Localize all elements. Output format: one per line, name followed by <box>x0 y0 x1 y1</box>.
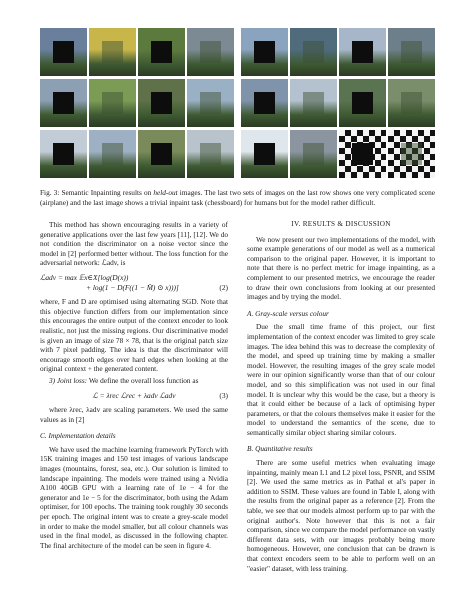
equation-2-number: (2) <box>219 282 228 292</box>
inpainting-thumbnail <box>138 130 185 178</box>
caption-label: Fig. 3: <box>40 188 60 197</box>
equation-2-line-2: + log(1 − D(F((1 − M̂) ⊙ x)))] <box>86 282 179 292</box>
equation-3-number: (3) <box>219 390 228 400</box>
section-b-heading: B. Quantitative results <box>247 444 313 454</box>
figure-row <box>40 79 435 127</box>
inpainting-thumbnail <box>241 28 288 76</box>
inpainting-thumbnail <box>138 79 185 127</box>
inpainting-thumbnail <box>40 130 87 178</box>
left-paragraph-1: This method has shown encouraging results in a variety of generative applications over the last few years [11], [12]. We do not condition the discriminator on a noise vector since the model in [2] performed better without. The loss function for the adversarial network: ℒadv, is <box>40 220 228 268</box>
equation-3 <box>40 391 228 401</box>
inpaint-mask-region <box>254 41 275 63</box>
figure-gap <box>236 28 239 76</box>
inpaint-mask-region <box>401 41 422 63</box>
figure-row <box>40 28 435 76</box>
inpaint-mask-region <box>200 143 221 165</box>
caption-emphasis: held-out <box>153 188 178 197</box>
inpainting-thumbnail <box>89 79 136 127</box>
inpainting-thumbnail <box>290 79 337 127</box>
inpainting-thumbnail <box>138 28 185 76</box>
figure-row <box>40 130 435 178</box>
inpaint-mask-region <box>53 92 74 114</box>
section-c-heading: C. Implementation details <box>40 431 116 441</box>
inpaint-mask-region <box>303 92 324 114</box>
inpaint-mask-region <box>151 143 172 165</box>
right-paragraph-3: There are some useful metrics when evaluating image inpainting, mainly mean L1 and L2 pixel loss, PSNR, and SSIM [2]. We used the same metrics as in Pathal et al's paper in addition to SSIM. These values are found in Table I, along with the results from the original paper as a reference [2]. From the table, we see that our models almost perform up to par with the original author's. Note however that this is not a fair comparison, since we compare the model performance on vastly different data sets, with our images probably being more homogeneous. However, one conclusion that can be drawn is that context encoders seem to be able to perform well on an "easier" dataset, with less training. <box>247 458 435 573</box>
section-iv-heading: IV. RESULTS & DISCUSSION <box>291 220 391 228</box>
inpainting-thumbnail <box>290 130 337 178</box>
inpainting-thumbnail <box>89 28 136 76</box>
section-a-heading: A. Gray-scale versus colour <box>247 308 329 318</box>
inpaint-mask-region <box>303 143 324 165</box>
inpaint-mask-region <box>151 41 172 63</box>
inpainting-thumbnail <box>388 130 435 178</box>
right-paragraph-1: We now present our two implementations of the model, with some example generations of our model as well as a numerical comparison to the original paper. However, it is important to note that there is no perfect metric for image inpainting, as a complement to our presented metrics, we encourage the reader to draw their own conclusions from looking at our presented images and by trying the model. <box>247 234 435 302</box>
inpaint-mask-region <box>401 92 422 114</box>
inpainting-thumbnail <box>40 28 87 76</box>
inpaint-mask-region <box>401 143 422 165</box>
inpaint-mask-region <box>200 92 221 114</box>
inpainting-thumbnail <box>187 79 234 127</box>
figure-caption <box>40 188 435 207</box>
inpainting-thumbnail <box>187 130 234 178</box>
inpaint-mask-region <box>102 41 123 63</box>
joint-loss-text: We define the overall loss function as <box>88 375 199 385</box>
left-column <box>40 220 228 550</box>
figure-image-grid <box>40 28 435 181</box>
inpainting-thumbnail <box>89 130 136 178</box>
equation-3-body: ℒ = λrec ℒrec + λadv ℒadv <box>92 390 176 400</box>
inpainting-thumbnail <box>241 79 288 127</box>
inpaint-mask-region <box>200 41 221 63</box>
inpaint-mask-region <box>352 92 373 114</box>
inpainting-thumbnail <box>339 130 386 178</box>
inpaint-mask-region <box>352 143 373 165</box>
right-column <box>247 220 435 573</box>
caption-text-2: images. The last two sets of images on the last row shows one very complicated scene (airplane) and the last image shows a trivial inpaint task (chessboard) for humans but for the model rather difficult. <box>40 188 436 207</box>
inpainting-thumbnail <box>339 28 386 76</box>
inpainting-thumbnail <box>388 28 435 76</box>
inpainting-thumbnail <box>40 79 87 127</box>
inpaint-mask-region <box>303 41 324 63</box>
caption-text-1: Semantic Inpainting results on <box>61 188 152 197</box>
figure-gap <box>236 79 239 127</box>
right-paragraph-2: Due the small time frame of this project, our first implementation of the context encoder was limited to grey scale images. The idea behind this was to decrease the complexity of the model, and speed up training time by making a smaller model. However, the resulting images of the grey scale model were in our opinion significantly worse than that of our colour model, and so this simplification was not used in our final model. It is unclear why this would be the case, but a theory is that it could either be because of a lack of optimising hyper parameters, or that the colours themselves make it easier for the model to understand the semantics of the scene, due to semantically similar object sharing similar colours. <box>247 322 435 437</box>
inpaint-mask-region <box>151 92 172 114</box>
inpaint-mask-region <box>53 143 74 165</box>
figure-gap <box>236 130 239 178</box>
equation-2-line-1: ℒadv = max 𝔼x∈X[log(D(x)) <box>40 272 129 282</box>
inpainting-thumbnail <box>339 79 386 127</box>
inpaint-mask-region <box>102 92 123 114</box>
inpaint-mask-region <box>53 41 74 63</box>
inpaint-mask-region <box>254 92 275 114</box>
inpainting-thumbnail <box>241 130 288 178</box>
left-paragraph-2: where, F and D are optimised using alternating SGD. Note that this objective function differs from our implementation since this encourages the entire output of the context encoder to look realistic, not just the missing regions. Our discriminative model is given an image of size 78 × 78, that is the original patch size with 7 pixel padding. The idea is that the discriminator will encourage smooth edges over hard edges when looking at the original context + the generated content. <box>40 297 228 374</box>
equation-2 <box>40 273 228 292</box>
inpainting-thumbnail <box>187 28 234 76</box>
inpainting-thumbnail <box>290 28 337 76</box>
inpaint-mask-region <box>102 143 123 165</box>
joint-loss-label: 3) Joint loss: <box>49 375 88 385</box>
inpaint-mask-region <box>254 143 275 165</box>
left-paragraph-4: We have used the machine learning framework PyTorch with 15K training images and 150 test images of various landscape images (mountains, forest, sea, etc.). Our solution is limited to landscape inpainting. The models were trained using a Nvidia A100 40GB GPU with a learning rate of 1e − 4 for the generator and 1e − 5 for the discriminator, both using the Adam optimiser, for 100 epochs. The training took roughly 30 seconds per epoch. The original intent was to create a grey-scale model in order to make the model smaller, but all colour channels was used in the final model, as discussed in the following chapter. The final architecture of the model can be seen in figure 4. <box>40 444 228 550</box>
inpaint-mask-region <box>352 41 373 63</box>
inpainting-thumbnail <box>388 79 435 127</box>
left-paragraph-3: where λrec, λadv are scaling parameters. We used the same values as in [2] <box>40 405 228 424</box>
